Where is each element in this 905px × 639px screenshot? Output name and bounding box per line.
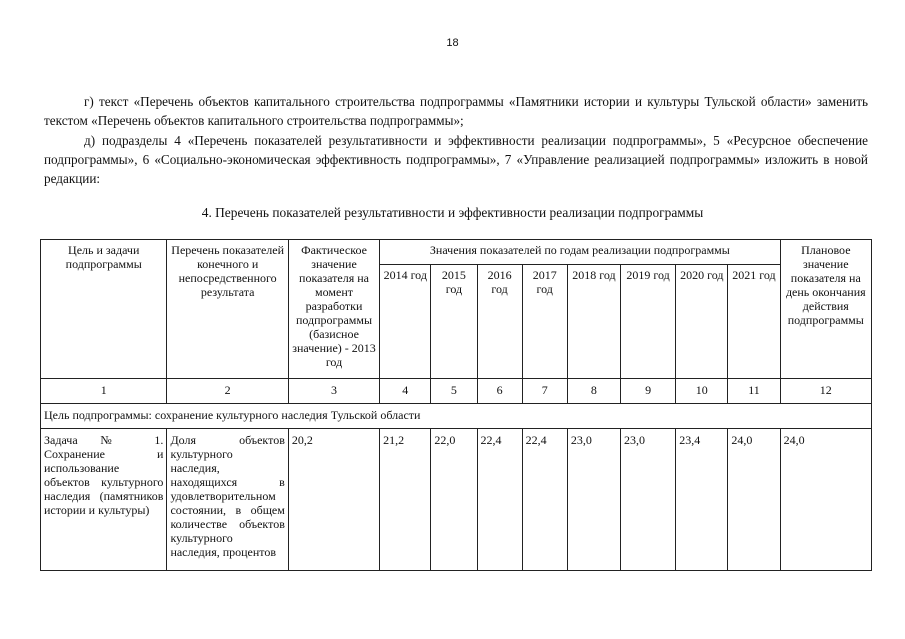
year-value-cell: 21,2 — [380, 429, 431, 571]
indicators-table — [40, 239, 872, 571]
indicator-cell: Доля объектов культурного наследия, находящихся в удовлетворительном состоянии, в общем количестве объектов культурного наследия, процентов — [167, 429, 288, 571]
header-year: 2021 год — [728, 265, 780, 379]
column-number: 12 — [780, 379, 871, 404]
year-value-cell: 22,4 — [477, 429, 522, 571]
header-by-years: Значения показателей по годам реализации подпрограммы — [380, 240, 780, 265]
header-year: 2015 год — [431, 265, 477, 379]
column-number: 7 — [522, 379, 567, 404]
column-number: 2 — [167, 379, 288, 404]
column-number: 11 — [728, 379, 780, 404]
header-row — [41, 240, 872, 265]
column-numbers-row — [41, 379, 872, 404]
column-number: 6 — [477, 379, 522, 404]
task-row — [41, 429, 872, 571]
column-number: 8 — [567, 379, 620, 404]
year-value-cell: 24,0 — [728, 429, 780, 571]
paragraph-g: г) текст «Перечень объектов капитального строительства подпрограммы «Памятники истории и культуры Тульской области» заменить текстом «Перечень объектов капитального строительства подпрограммы»; — [44, 94, 868, 128]
task-cell: Задача № 1. Сохранение и использование объектов культурного наследия (памятников истории и культуры) — [41, 429, 167, 571]
year-value-cell: 23,4 — [676, 429, 728, 571]
header-year: 2017 год — [522, 265, 567, 379]
header-year: 2014 год — [380, 265, 431, 379]
column-number: 1 — [41, 379, 167, 404]
page-number: 18 — [446, 37, 459, 49]
column-number: 10 — [676, 379, 728, 404]
year-value-cell: 22,0 — [431, 429, 477, 571]
header-planned: Плановое значение показателя на день окончания действия подпрограммы — [780, 240, 871, 379]
header-year: 2018 год — [567, 265, 620, 379]
section-title: 4. Перечень показателей результативности и эффективности реализации подпрограммы — [201, 205, 704, 220]
goal-cell: Цель подпрограммы: сохранение культурного наследия Тульской области — [41, 404, 872, 429]
header-goal: Цель и задачи подпрограммы — [41, 240, 167, 379]
column-number: 4 — [380, 379, 431, 404]
header-indicators: Перечень показателей конечного и непосредственного результата — [167, 240, 288, 379]
year-value-cell: 23,0 — [567, 429, 620, 571]
header-year: 2016 год — [477, 265, 522, 379]
header-actual: Фактическое значение показателя на момент разработки подпрограммы (базисное значение) - 2013 год — [288, 240, 379, 379]
planned-value-cell: 24,0 — [780, 429, 871, 571]
goal-row — [41, 404, 872, 429]
column-number: 9 — [621, 379, 676, 404]
header-year: 2020 год — [676, 265, 728, 379]
header-year: 2019 год — [621, 265, 676, 379]
column-number: 3 — [288, 379, 379, 404]
year-value-cell: 22,4 — [522, 429, 567, 571]
base-value-cell: 20,2 — [288, 429, 379, 571]
year-value-cell: 23,0 — [621, 429, 676, 571]
column-number: 5 — [431, 379, 477, 404]
paragraph-d: д) подразделы 4 «Перечень показателей результативности и эффективности реализации подпрограммы», 5 «Ресурсное обеспечение подпрограммы», 6 «Социально-экономическая эффективность подпрограммы», 7 «Управление реализацией подпрограммы» изложить в новой редакции: — [44, 133, 868, 186]
